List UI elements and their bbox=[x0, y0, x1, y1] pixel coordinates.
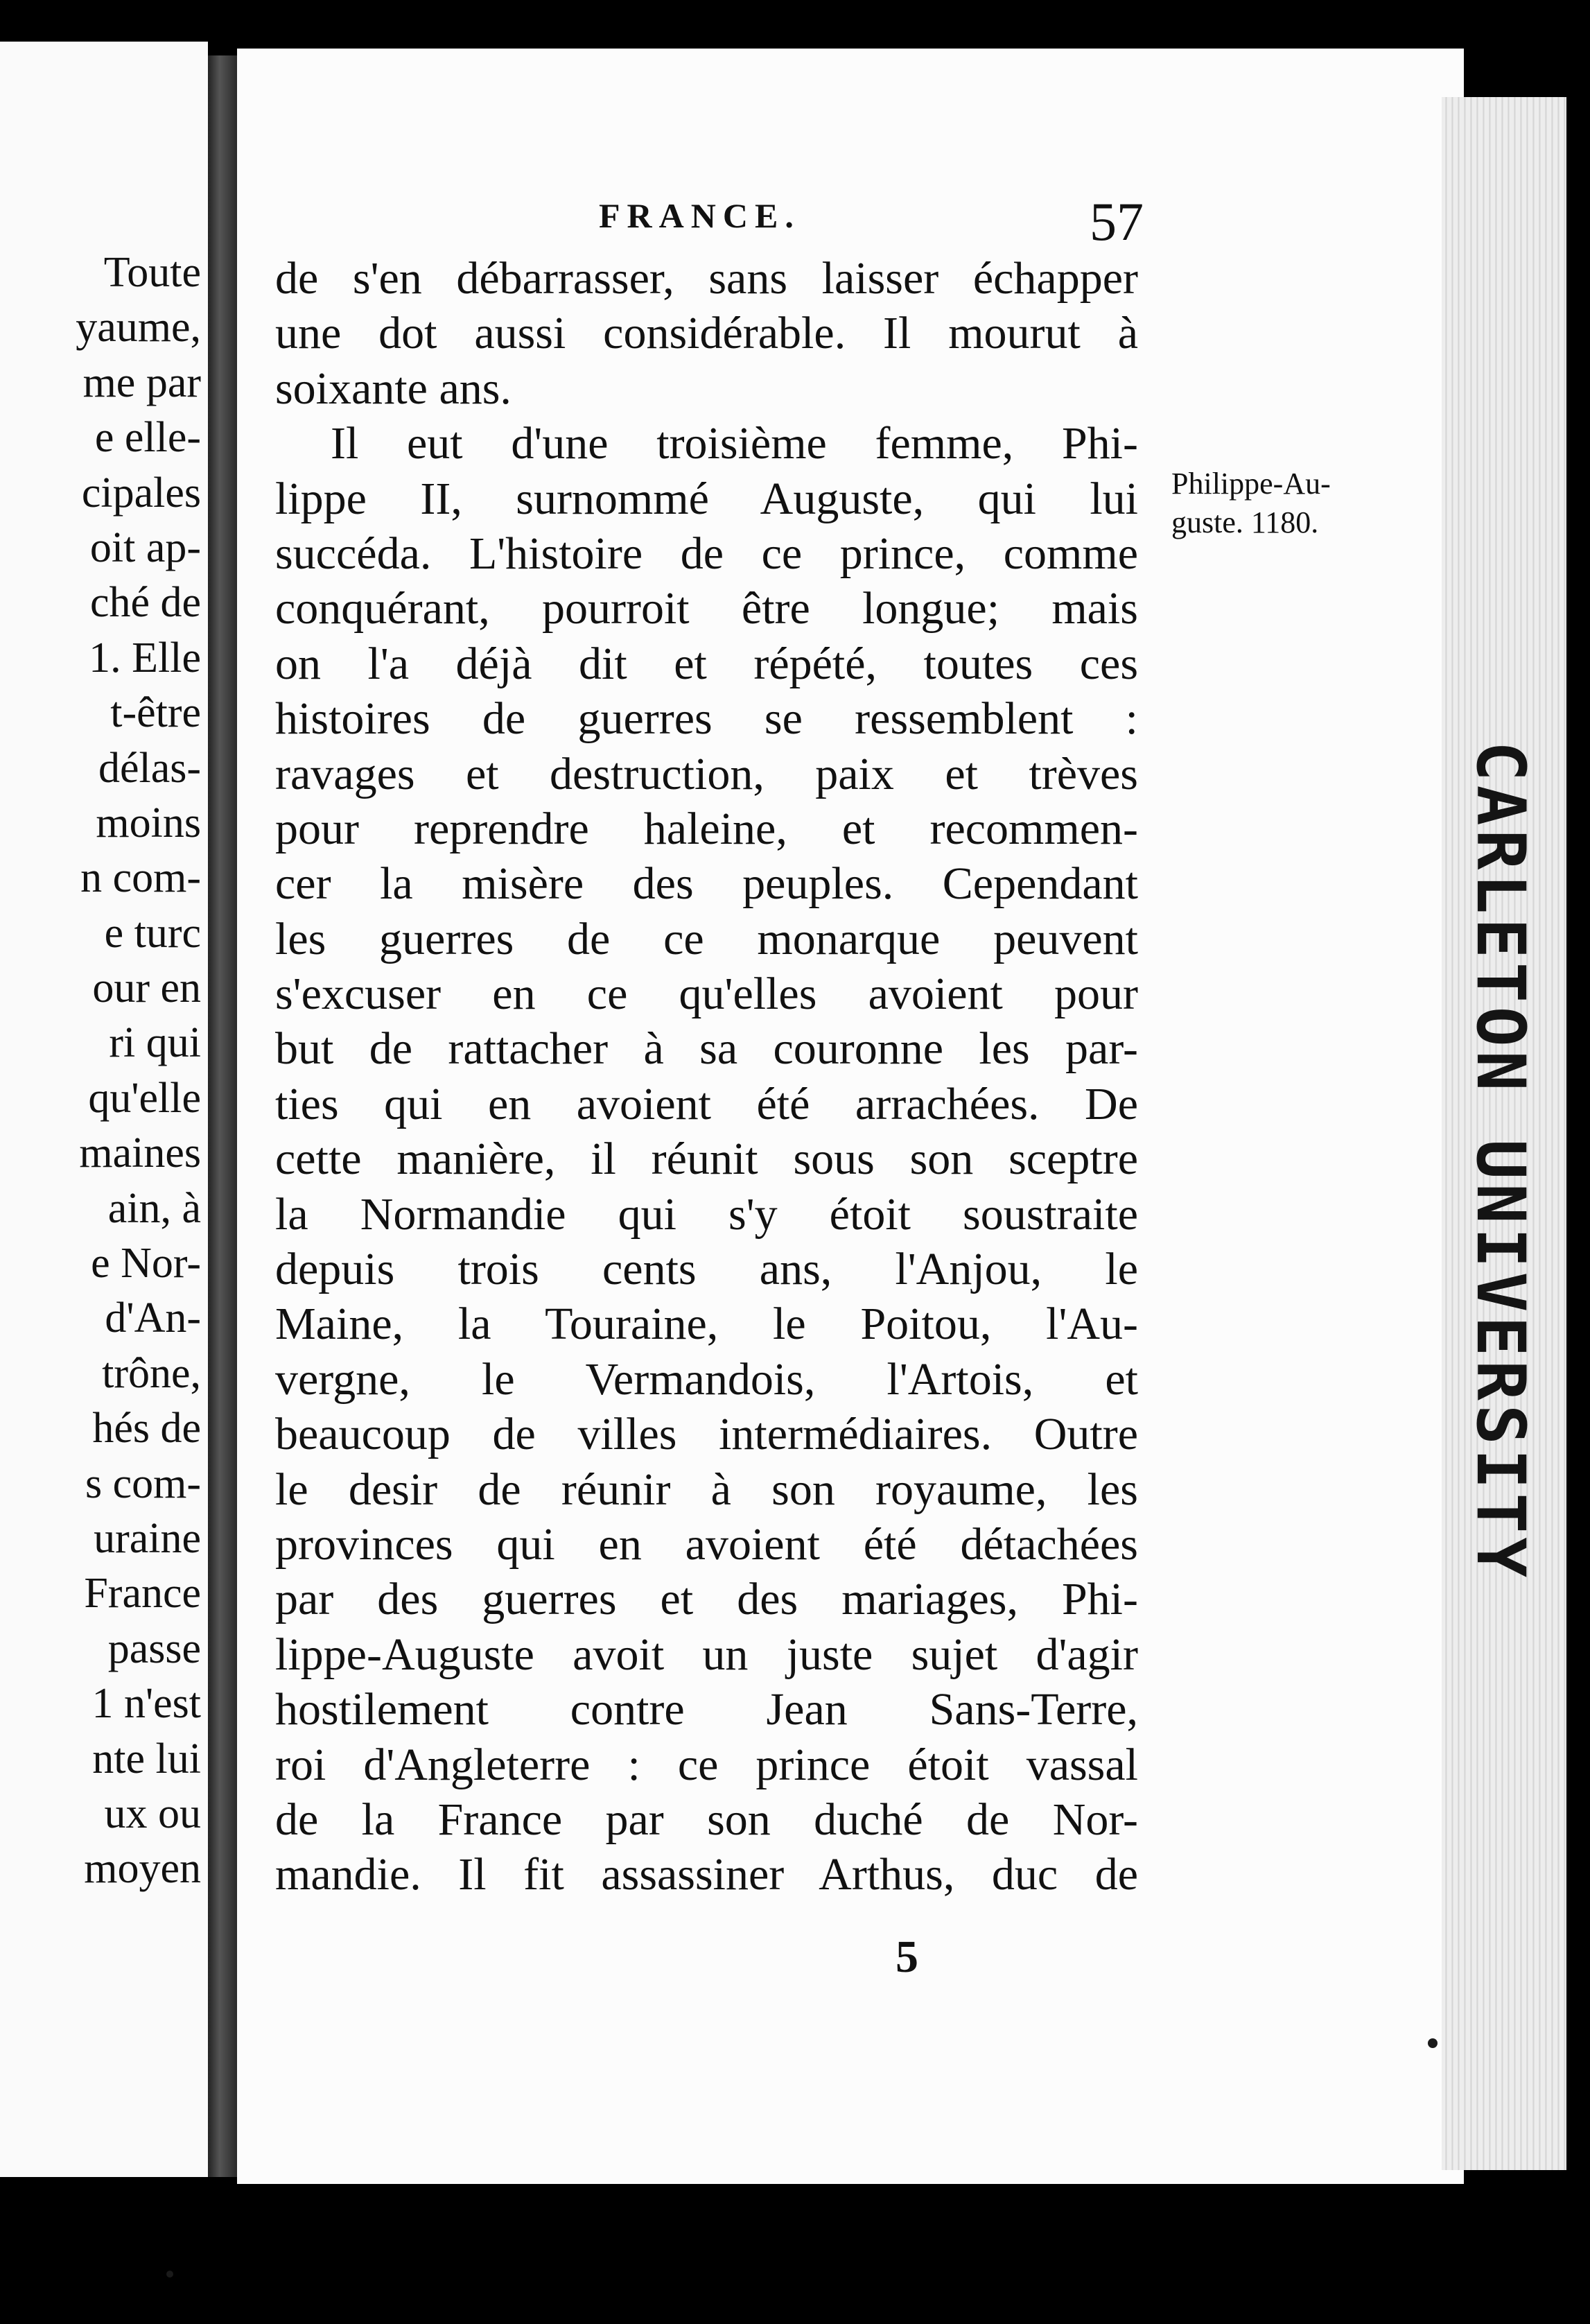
book-page bbox=[237, 49, 1464, 2184]
text-line: mandie. Il fit assassiner Arthus, duc de bbox=[275, 1849, 1138, 1900]
previous-page-line: ux ou bbox=[104, 1789, 201, 1837]
previous-page-line: ain, à bbox=[107, 1184, 201, 1232]
previous-page-line: 1 n'est bbox=[91, 1680, 201, 1728]
margin-note-line: guste. 1180. bbox=[1171, 505, 1319, 539]
library-stamp-text: CARLETON UNIVERSITY bbox=[1462, 740, 1539, 1582]
previous-page-line: oit ap- bbox=[89, 523, 201, 571]
previous-page-line: 1. Elle bbox=[89, 634, 201, 682]
text-line: le desir de réunir à son royaume, les bbox=[275, 1464, 1138, 1515]
previous-page-line: t-être bbox=[110, 689, 201, 737]
previous-page-line: yaume, bbox=[76, 304, 201, 352]
previous-page-line: qu'elle bbox=[88, 1074, 201, 1122]
book-gutter bbox=[208, 55, 237, 2177]
library-stamp bbox=[1459, 589, 1542, 1733]
body-text bbox=[275, 251, 1138, 1902]
previous-page-fragment bbox=[0, 42, 208, 2177]
text-line: histoires de guerres se ressemblent : bbox=[275, 693, 1138, 745]
text-line: de s'en débarrasser, sans laisser échapper bbox=[275, 253, 1138, 304]
text-line: lippe II, surnommé Auguste, qui lui bbox=[275, 473, 1138, 524]
previous-page-line: ché de bbox=[89, 579, 201, 627]
text-line: soixante ans. bbox=[275, 363, 512, 414]
previous-page-line: e elle- bbox=[94, 414, 201, 462]
previous-page-line: moyen bbox=[84, 1845, 201, 1893]
previous-page-line: France bbox=[84, 1570, 201, 1618]
page-number: 57 bbox=[1090, 191, 1144, 252]
previous-page-line: me par bbox=[82, 358, 201, 406]
text-line: de la France par son duché de Nor- bbox=[275, 1794, 1138, 1845]
speck bbox=[1428, 2038, 1438, 2048]
text-line: conquérant, pourroit être longue; mais bbox=[275, 583, 1138, 634]
previous-page-line: s com- bbox=[85, 1459, 201, 1507]
text-line: provinces qui en avoient été détachées bbox=[275, 1518, 1138, 1570]
text-line: les guerres de ce monarque peuvent bbox=[275, 913, 1138, 964]
text-line: s'excuser en ce qu'elles avoient pour bbox=[275, 969, 1138, 1020]
text-line: depuis trois cents ans, l'Anjou, le bbox=[275, 1244, 1138, 1295]
previous-page-text bbox=[0, 245, 201, 1897]
text-line: lippe-Auguste avoit un juste sujet d'agir bbox=[275, 1629, 1138, 1680]
text-line: hostilement contre Jean Sans-Terre, bbox=[275, 1684, 1138, 1735]
text-line: Maine, la Touraine, le Poitou, l'Au- bbox=[275, 1299, 1138, 1350]
margin-note-line: Philippe-Au- bbox=[1171, 467, 1331, 501]
text-line: Il eut d'une troisième femme, Phi- bbox=[331, 418, 1138, 469]
text-line: succéda. L'histoire de ce prince, comme bbox=[275, 528, 1138, 579]
previous-page-line: nte lui bbox=[92, 1735, 201, 1783]
previous-page-line: uraine bbox=[94, 1514, 201, 1562]
previous-page-line: moins bbox=[96, 799, 201, 847]
text-line: but de rattacher à sa couronne les par- bbox=[275, 1023, 1138, 1075]
text-line: on l'a déjà dit et répété, toutes ces bbox=[275, 638, 1138, 689]
text-line: une dot aussi considérable. Il mourut à bbox=[275, 308, 1138, 359]
text-line: par des guerres et des mariages, Phi- bbox=[275, 1574, 1138, 1625]
previous-page-line: e turc bbox=[104, 909, 201, 957]
previous-page-line: Toute bbox=[103, 249, 201, 296]
text-line: pour reprendre haleine, et recommen- bbox=[275, 803, 1138, 854]
text-line: ravages et destruction, paix et trèves bbox=[275, 748, 1138, 799]
previous-page-line: n com- bbox=[80, 854, 201, 902]
previous-page-line: hés de bbox=[92, 1405, 201, 1452]
margin-note bbox=[1171, 465, 1331, 542]
text-line: vergne, le Vermandois, l'Artois, et bbox=[275, 1353, 1138, 1405]
previous-page-line: e Nor- bbox=[91, 1240, 201, 1287]
previous-page-line: passe bbox=[107, 1624, 201, 1672]
text-line: beaucoup de villes intermédiaires. Outre bbox=[275, 1409, 1138, 1460]
speck bbox=[166, 2271, 173, 2278]
previous-page-line: d'An- bbox=[105, 1294, 201, 1342]
previous-page-line: cipales bbox=[81, 469, 201, 517]
text-line: roi d'Angleterre : ce prince étoit vassal bbox=[275, 1739, 1138, 1790]
previous-page-line: délas- bbox=[98, 744, 201, 792]
text-line: la Normandie qui s'y étoit soustraite bbox=[275, 1188, 1138, 1240]
signature-mark: 5 bbox=[896, 1932, 918, 1982]
text-line: cette manière, il réunit sous son sceptre bbox=[275, 1134, 1138, 1185]
previous-page-line: our en bbox=[92, 964, 201, 1012]
text-line: ties qui en avoient été arrachées. De bbox=[275, 1078, 1138, 1129]
running-head: FRANCE. bbox=[599, 196, 801, 235]
previous-page-line: maines bbox=[79, 1129, 201, 1177]
previous-page-line: trône, bbox=[102, 1349, 201, 1397]
text-line: cer la misère des peuples. Cependant bbox=[275, 858, 1138, 910]
previous-page-line: ri qui bbox=[109, 1019, 201, 1067]
